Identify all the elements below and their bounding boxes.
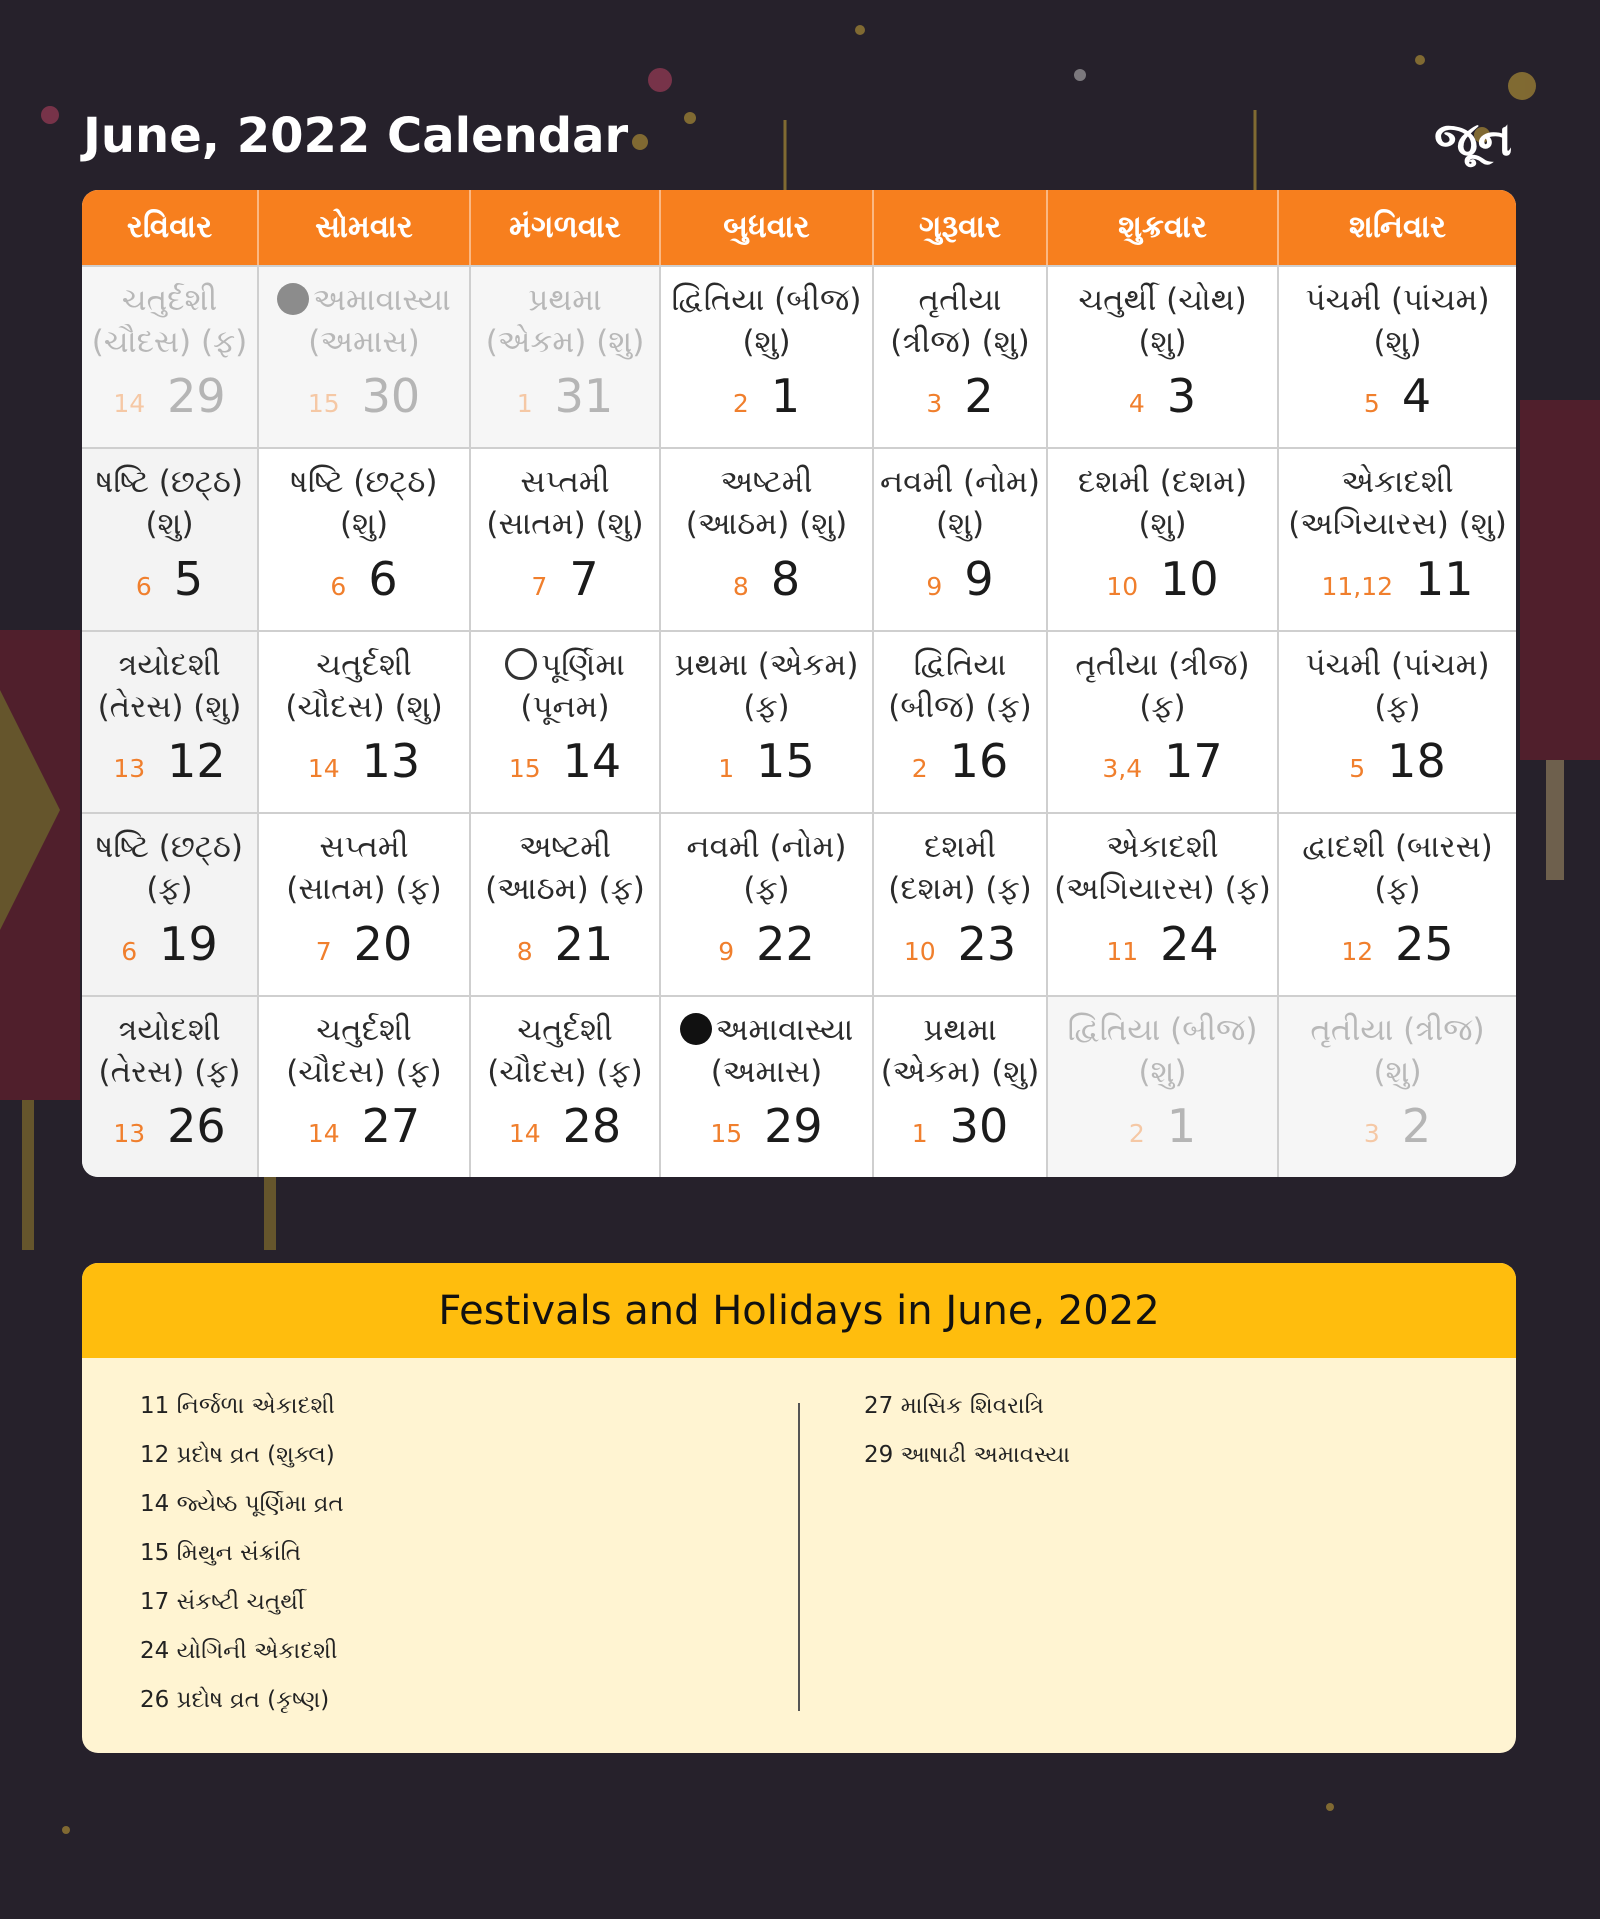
calendar-day-cell[interactable] <box>1279 997 1516 1177</box>
tithi-number: 9 <box>926 571 943 601</box>
date-line <box>259 552 469 606</box>
date-line <box>1048 1099 1277 1153</box>
tithi-label <box>1285 279 1510 363</box>
tithi-number: 15 <box>710 1118 743 1148</box>
tithi-text: દશમી (દશમ) (ફ) <box>888 829 1032 908</box>
date-line <box>661 1099 872 1153</box>
date-number: 30 <box>361 369 421 424</box>
calendar-day-cell[interactable] <box>471 267 661 447</box>
tithi-number: 14 <box>307 754 340 784</box>
date-number: 15 <box>756 734 815 789</box>
festivals-list-right <box>864 1393 1070 1491</box>
date-number: 10 <box>1160 551 1219 606</box>
tithi-text: નવમી (નોમ) (શુ) <box>880 464 1040 543</box>
tithi-number: 8 <box>516 936 533 966</box>
tithi-label <box>667 826 866 910</box>
calendar-day-cell[interactable] <box>874 632 1048 812</box>
date-line <box>1279 734 1516 788</box>
calendar-day-cell[interactable] <box>661 267 874 447</box>
tithi-text: સપ્તમી (સાતમ) (ફ) <box>286 829 442 908</box>
tithi-text: દ્વિતિયા (બીજ) (ફ) <box>888 646 1032 725</box>
tithi-text: અમાવાસ્યા (અમાસ) <box>308 282 451 360</box>
tithi-number: 1 <box>718 754 735 784</box>
date-number: 2 <box>1401 1098 1432 1153</box>
tithi-number: 14 <box>113 389 146 419</box>
tithi-label <box>265 826 463 910</box>
date-number: 23 <box>957 916 1017 971</box>
tithi-label <box>265 461 463 545</box>
tithi-number: 2 <box>911 754 928 784</box>
festival-item: 29 આષાઢી અમાવસ્યા <box>864 1442 1070 1468</box>
tithi-label <box>477 826 653 910</box>
tithi-label <box>477 461 653 545</box>
calendar-day-cell[interactable] <box>82 997 259 1177</box>
tithi-number: 11,12 <box>1321 571 1394 601</box>
tithi-number: 9 <box>718 936 735 966</box>
calendar-week-row <box>82 812 1516 994</box>
calendar-day-cell[interactable] <box>1279 814 1516 994</box>
tithi-number: 14 <box>307 1118 340 1148</box>
calendar-day-cell[interactable] <box>471 997 661 1177</box>
calendar-day-cell[interactable] <box>1048 814 1279 994</box>
date-line <box>471 1099 659 1153</box>
tithi-text: ચતુર્દશી (ચૌદસ) (ફ) <box>91 282 248 360</box>
tithi-label <box>880 461 1040 545</box>
date-number: 25 <box>1395 916 1454 971</box>
tithi-label <box>1054 279 1271 363</box>
date-number: 1 <box>1166 1098 1197 1153</box>
date-number: 19 <box>159 916 218 971</box>
calendar-week-row <box>82 265 1516 447</box>
calendar-day-cell[interactable] <box>82 449 259 629</box>
tithi-text: દ્વિતિયા (બીજ) (શુ) <box>1067 1011 1258 1090</box>
tithi-label <box>1054 644 1271 728</box>
calendar-day-cell[interactable] <box>661 997 874 1177</box>
calendar-day-cell[interactable] <box>874 267 1048 447</box>
calendar-day-cell[interactable] <box>471 632 661 812</box>
calendar-day-cell[interactable] <box>259 632 471 812</box>
festivals-panel <box>82 1263 1516 1753</box>
calendar-day-cell[interactable] <box>661 814 874 994</box>
date-number: 1 <box>770 369 801 424</box>
date-line <box>1279 369 1516 423</box>
calendar-week-row <box>82 447 1516 629</box>
tithi-label <box>667 279 866 363</box>
calendar-day-cell[interactable] <box>661 449 874 629</box>
calendar-day-cell[interactable] <box>259 267 471 447</box>
date-number: 28 <box>562 1098 622 1153</box>
month-name-gujarati: જૂન <box>1434 112 1512 166</box>
tithi-number: 15 <box>508 754 541 784</box>
tithi-text: ચતુર્દશી (ચૌદસ) (શુ) <box>285 646 443 725</box>
tithi-label <box>477 644 653 728</box>
date-number: 24 <box>1160 916 1219 971</box>
calendar-day-cell[interactable] <box>82 267 259 447</box>
calendar-day-cell[interactable] <box>1279 449 1516 629</box>
tithi-text: ષષ્ટિ (છટ્ઠ) (શુ) <box>290 464 438 543</box>
tithi-number: 13 <box>113 1118 146 1148</box>
date-number: 2 <box>964 369 994 424</box>
tithi-number: 7 <box>531 571 548 601</box>
tithi-text: ત્રયોદશી (તેરસ) (શુ) <box>97 646 242 725</box>
calendar-week-row <box>82 995 1516 1177</box>
tithi-label <box>880 1009 1040 1093</box>
date-line <box>661 552 872 606</box>
tithi-number: 6 <box>330 571 347 601</box>
date-number: 31 <box>554 369 614 424</box>
tithi-label <box>667 1009 866 1093</box>
calendar-day-cell[interactable] <box>874 449 1048 629</box>
calendar-day-cell[interactable] <box>471 814 661 994</box>
tithi-number: 10 <box>903 936 936 966</box>
page-title: June, 2022 Calendar <box>83 108 629 164</box>
date-number: 27 <box>361 1098 421 1153</box>
date-number: 12 <box>167 734 226 789</box>
date-line <box>874 552 1046 606</box>
weekday-header-cell: ગુરૂવાર <box>874 190 1048 265</box>
date-line <box>471 734 659 788</box>
tithi-text: પંચમી (પાંચમ) (શુ) <box>1305 282 1490 360</box>
date-number: 9 <box>964 551 994 606</box>
tithi-number: 3,4 <box>1102 754 1143 784</box>
tithi-number: 8 <box>732 571 749 601</box>
weekday-header-cell: શુક્રવાર <box>1048 190 1279 265</box>
tithi-label <box>667 644 866 728</box>
date-line <box>259 1099 469 1153</box>
tithi-number: 12 <box>1341 936 1374 966</box>
date-line <box>1048 734 1277 788</box>
tithi-text: ચતુર્દશી (ચૌદસ) (ફ) <box>487 1011 643 1090</box>
date-number: 3 <box>1166 369 1197 424</box>
tithi-label <box>265 644 463 728</box>
calendar-day-cell[interactable] <box>1048 267 1279 447</box>
date-number: 5 <box>173 551 204 606</box>
new-moon-icon <box>277 283 309 315</box>
date-line <box>259 369 469 423</box>
tithi-number: 5 <box>1363 389 1380 419</box>
date-line <box>1279 1099 1516 1153</box>
calendar-day-cell[interactable] <box>259 814 471 994</box>
weekday-header-cell: બુધવાર <box>661 190 874 265</box>
date-number: 14 <box>562 734 622 789</box>
tithi-label <box>265 1009 463 1093</box>
tithi-text: નવમી (નોમ) (ફ) <box>686 829 847 908</box>
date-line <box>874 1099 1046 1153</box>
festival-item: 24 યોગિની એકાદશી <box>140 1638 338 1664</box>
date-number: 29 <box>764 1098 823 1153</box>
tithi-label <box>477 1009 653 1093</box>
tithi-text: પૂર્ણિમા (પૂનમ) <box>520 646 625 725</box>
date-number: 6 <box>368 551 398 606</box>
festival-item: 12 પ્રદોષ વ્રત (શુક્લ) <box>140 1442 335 1468</box>
tithi-number: 6 <box>135 571 152 601</box>
date-number: 30 <box>949 1098 1009 1153</box>
tithi-text: ત્રયોદશી (તેરસ) (ફ) <box>98 1011 241 1090</box>
weekday-header-cell: શનિવાર <box>1349 209 1446 245</box>
tithi-label <box>1054 1009 1271 1093</box>
tithi-number: 1 <box>911 1118 928 1148</box>
calendar-day-cell[interactable] <box>661 632 874 812</box>
date-number: 26 <box>167 1098 226 1153</box>
date-number: 29 <box>167 369 226 424</box>
tithi-label <box>88 644 251 728</box>
tithi-label <box>1285 1009 1510 1093</box>
tithi-text: અષ્ટમી (આઠમ) (શુ) <box>685 464 848 543</box>
tithi-label <box>1054 826 1271 910</box>
tithi-text: પ્રથમા (એકમ) (શુ) <box>880 1011 1040 1090</box>
date-line <box>874 917 1046 971</box>
date-line <box>1279 917 1516 971</box>
tithi-text: એકાદશી (અગિયારસ) (શુ) <box>1288 464 1507 543</box>
calendar-day-cell[interactable] <box>874 814 1048 994</box>
calendar-day-cell[interactable] <box>259 449 471 629</box>
tithi-label <box>880 279 1040 363</box>
festival-item: 11 નિર્જળા એકાદશી <box>140 1393 335 1419</box>
tithi-label <box>1054 461 1271 545</box>
date-line <box>82 369 257 423</box>
calendar-day-cell[interactable] <box>259 997 471 1177</box>
weekday-header-cell: સોમવાર <box>259 190 471 265</box>
date-number: 11 <box>1415 551 1474 606</box>
calendar-day-cell[interactable] <box>1279 632 1516 812</box>
tithi-text: પંચમી (પાંચમ) (ફ) <box>1305 646 1490 725</box>
tithi-text: પ્રથમા (એકમ) (ફ) <box>674 646 859 725</box>
tithi-text: ચતુર્થી (ચોથ) (શુ) <box>1078 282 1247 360</box>
tithi-text: અષ્ટમી (આઠમ) (ફ) <box>485 829 645 908</box>
date-number: 7 <box>569 551 599 606</box>
tithi-label <box>88 826 251 910</box>
tithi-text: પ્રથમા (એકમ) (શુ) <box>485 282 645 360</box>
tithi-number: 6 <box>121 936 138 966</box>
tithi-text: તૃતીયા (ત્રીજ) (ફ) <box>1075 646 1250 725</box>
tithi-text: અમાવાસ્યા (અમાસ) <box>710 1011 854 1090</box>
tithi-number: 13 <box>113 754 146 784</box>
date-line <box>874 734 1046 788</box>
tithi-label <box>1285 826 1510 910</box>
tithi-text: ષષ્ટિ (છટ્ઠ) (શુ) <box>95 464 243 543</box>
tithi-label <box>88 1009 251 1093</box>
festivals-title: Festivals and Holidays in June, 2022 <box>82 1263 1516 1358</box>
tithi-text: એકાદશી (અગિયારસ) (ફ) <box>1054 829 1271 908</box>
new-moon-icon <box>680 1013 712 1045</box>
date-line <box>1048 552 1277 606</box>
weekday-header <box>82 190 1516 265</box>
date-line <box>471 552 659 606</box>
date-line <box>471 917 659 971</box>
date-line <box>1048 917 1277 971</box>
tithi-label <box>1285 461 1510 545</box>
date-number: 22 <box>756 916 815 971</box>
festival-item: 27 માસિક શિવરાત્રિ <box>864 1393 1044 1419</box>
tithi-number: 11 <box>1106 936 1139 966</box>
tithi-number: 3 <box>1363 1118 1380 1148</box>
date-line <box>874 369 1046 423</box>
tithi-label <box>265 279 463 363</box>
date-line <box>259 734 469 788</box>
festival-item: 15 મિથુન સંક્રાંતિ <box>140 1540 302 1566</box>
calendar-day-cell[interactable] <box>82 814 259 994</box>
date-line <box>661 369 872 423</box>
tithi-number: 15 <box>307 389 340 419</box>
date-number: 21 <box>554 916 614 971</box>
tithi-text: દશમી (દશમ) (શુ) <box>1077 464 1248 543</box>
tithi-number: 4 <box>1128 389 1145 419</box>
tithi-text: ષષ્ટિ (છટ્ઠ) (ફ) <box>95 829 243 908</box>
calendar-day-cell[interactable] <box>1048 997 1279 1177</box>
date-number: 8 <box>770 551 801 606</box>
date-line <box>82 734 257 788</box>
calendar-week-row <box>82 630 1516 812</box>
date-line <box>661 917 872 971</box>
tithi-number: 3 <box>926 389 943 419</box>
tithi-number: 5 <box>1349 754 1366 784</box>
tithi-label <box>1285 644 1510 728</box>
date-line <box>259 917 469 971</box>
tithi-number: 14 <box>508 1118 541 1148</box>
column-divider <box>798 1403 800 1711</box>
tithi-label <box>667 461 866 545</box>
calendar-day-cell[interactable] <box>1279 267 1516 447</box>
date-line <box>82 1099 257 1153</box>
tithi-label <box>880 826 1040 910</box>
date-line <box>471 369 659 423</box>
date-line <box>82 552 257 606</box>
tithi-text: સપ્તમી (સાતમ) (શુ) <box>486 464 644 543</box>
tithi-label <box>88 461 251 545</box>
date-line <box>1048 369 1277 423</box>
tithi-text: તૃતીયા (ત્રીજ) (શુ) <box>1310 1011 1485 1090</box>
date-line <box>661 734 872 788</box>
tithi-label <box>880 644 1040 728</box>
date-number: 17 <box>1164 734 1223 789</box>
date-line <box>1279 552 1516 606</box>
tithi-number: 7 <box>315 936 332 966</box>
date-line <box>82 917 257 971</box>
date-number: 13 <box>361 734 421 789</box>
festival-item: 14 જ્યેષ્ઠ પૂર્ણિમા વ્રત <box>140 1491 344 1517</box>
tithi-text: તૃતીયા (ત્રીજ) (શુ) <box>890 282 1030 360</box>
calendar-day-cell[interactable] <box>1048 449 1279 629</box>
tithi-text: દ્વિતિયા (બીજ) (શુ) <box>671 282 862 360</box>
tithi-number: 1 <box>516 389 533 419</box>
calendar-day-cell[interactable] <box>82 632 259 812</box>
tithi-label <box>88 279 251 363</box>
calendar-day-cell[interactable] <box>874 997 1048 1177</box>
date-number: 18 <box>1387 734 1446 789</box>
weekday-header-cell: મંગળવાર <box>471 190 661 265</box>
tithi-label <box>477 279 653 363</box>
tithi-text: ચતુર્દશી (ચૌદસ) (ફ) <box>286 1011 442 1090</box>
weekday-header-cell: રવિવાર <box>82 190 259 265</box>
festival-item: 17 સંકષ્ટી ચતુર્થી <box>140 1589 305 1615</box>
festival-item: 26 પ્રદોષ વ્રત (કૃષ્ણ) <box>140 1687 330 1713</box>
calendar-day-cell[interactable] <box>471 449 661 629</box>
full-moon-icon <box>505 648 537 680</box>
calendar-day-cell[interactable] <box>1048 632 1279 812</box>
tithi-number: 2 <box>732 389 749 419</box>
festivals-list-left <box>140 1393 344 1736</box>
tithi-text: દ્વાદશી (બારસ) (ફ) <box>1302 829 1493 908</box>
calendar-grid <box>82 190 1516 1177</box>
date-number: 4 <box>1401 369 1432 424</box>
tithi-number: 2 <box>1128 1118 1145 1148</box>
date-number: 20 <box>353 916 413 971</box>
tithi-number: 10 <box>1106 571 1139 601</box>
date-number: 16 <box>949 734 1009 789</box>
